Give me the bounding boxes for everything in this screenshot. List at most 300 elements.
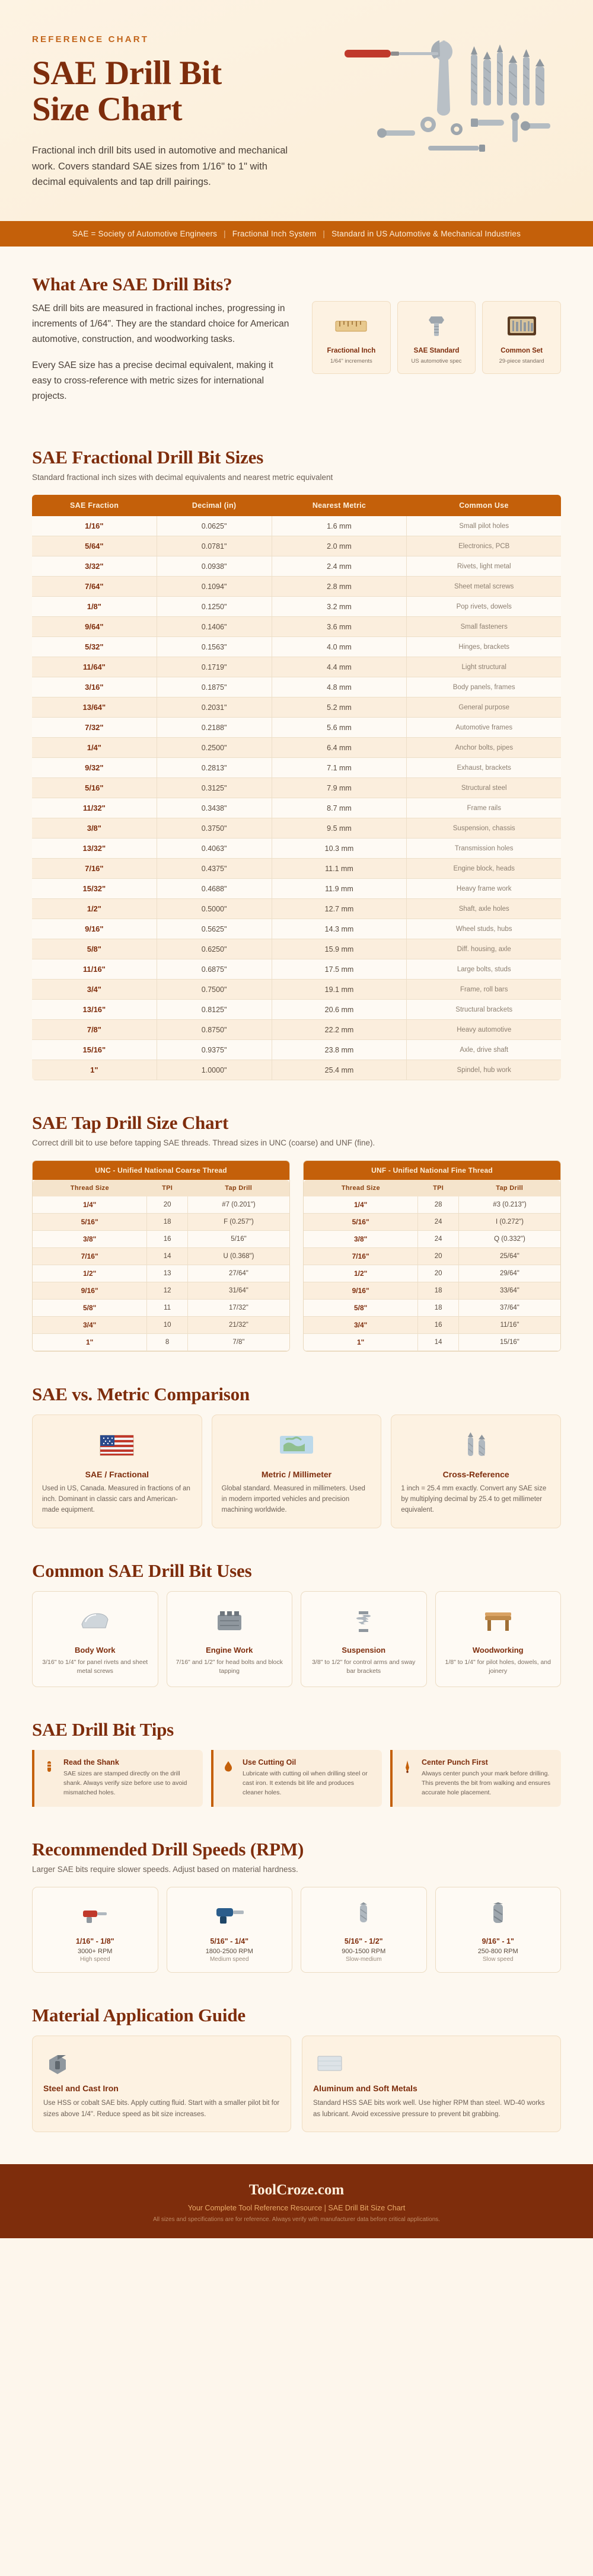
table-cell: 13/16" xyxy=(32,1000,157,1020)
table-row xyxy=(304,1282,560,1300)
table-cell: 1/2" xyxy=(304,1265,418,1282)
footer-tagline: Your Complete Tool Reference Resource | SAE Drill Bit Size Chart xyxy=(187,2204,406,2213)
shank-stamp-icon xyxy=(42,1758,58,1797)
table-cell: General purpose xyxy=(407,697,561,718)
table-cell: 20 xyxy=(418,1248,459,1265)
tap-drill-section xyxy=(0,1085,593,1356)
intro-card-title: SAE Standard xyxy=(413,347,460,355)
table-cell: 4.8 mm xyxy=(272,677,407,697)
table-cell: 14.3 mm xyxy=(272,919,407,939)
banner-item-2: Standard in US Automotive & Mechanical Industries xyxy=(331,229,521,239)
column-header: Tap Drill xyxy=(458,1180,560,1196)
comparison-card-cross-reference xyxy=(391,1415,561,1528)
table-cell: 14 xyxy=(418,1334,459,1351)
material-heading: Material Application Guide xyxy=(32,2005,246,2026)
medium-drill-icon xyxy=(173,1896,286,1932)
aluminum-sheet-icon xyxy=(313,2047,550,2079)
rpm-heading: Recommended Drill Speeds (RPM) xyxy=(32,1839,304,1860)
comparison-card-desc: 1 inch = 25.4 mm exactly. Convert any SAE size by multiplying decimal by 25.4 to get millimeter equivalent. xyxy=(401,1485,547,1513)
material-card-title: Steel and Cast Iron xyxy=(43,2084,119,2094)
table-cell: 5/32" xyxy=(32,637,157,657)
table-cell: Wheel studs, hubs xyxy=(407,919,561,939)
table-cell: 3/4" xyxy=(33,1317,147,1334)
table-cell: 1.0000" xyxy=(157,1060,272,1080)
use-card-woodworking xyxy=(435,1591,562,1687)
table-cell: 7/32" xyxy=(32,718,157,738)
oil-drop-icon xyxy=(221,1758,237,1797)
table-row xyxy=(32,798,561,818)
table-cell: Structural steel xyxy=(407,778,561,798)
xlarge-drill-icon xyxy=(442,1896,555,1932)
table-cell: 5/16" xyxy=(304,1214,418,1231)
engine-block-icon xyxy=(174,1601,285,1640)
table-row xyxy=(32,536,561,556)
table-row xyxy=(33,1196,289,1214)
table-cell: 2.4 mm xyxy=(272,556,407,577)
table-cell: 7/8" xyxy=(187,1334,289,1351)
table-row xyxy=(32,657,561,677)
intro-section xyxy=(0,247,593,420)
table-cell: Body panels, frames xyxy=(407,677,561,697)
table-cell: #3 (0.213") xyxy=(458,1196,560,1214)
table-row xyxy=(32,758,561,778)
table-cell: 27/64" xyxy=(187,1265,289,1282)
table-cell: 25/64" xyxy=(458,1248,560,1265)
rpm-card-value: 250-800 RPM xyxy=(477,1948,518,1956)
banner-item-0: SAE = Society of Automotive Engineers xyxy=(72,229,218,239)
table-cell: Rivets, light metal xyxy=(407,556,561,577)
use-card-desc: 3/16" to 1/4" for panel rivets and sheet metal screws xyxy=(42,1658,148,1675)
unc-caption: UNC - Unified National Coarse Thread xyxy=(33,1161,289,1180)
use-card-suspension xyxy=(301,1591,427,1687)
table-cell: 0.1875" xyxy=(157,677,272,697)
page-subtitle: Fractional inch drill bits used in automotive and mechanical work. Covers standard SAE sizes from 1/16" to 1" with decimal equivalents and tap drill pairings. xyxy=(32,145,288,188)
comparison-card-desc: Global standard. Measured in millimeters. Used in modern imported vehicles and precision machining worldwide. xyxy=(221,1485,365,1513)
table-cell: Electronics, PCB xyxy=(407,536,561,556)
rpm-section xyxy=(0,1812,593,1977)
rpm-card-title: 5/16" - 1/2" xyxy=(344,1937,383,1946)
table-cell: 9/32" xyxy=(32,758,157,778)
intro-card-desc: 1/64" increments xyxy=(330,357,372,364)
use-card-desc: 7/16" and 1/2" for head bolts and block tapping xyxy=(176,1658,283,1675)
footer-disclaimer: All sizes and specifications are for reference. Always verify with manufacturer data before critical applications. xyxy=(152,2216,441,2223)
table-cell: 9.5 mm xyxy=(272,818,407,839)
table-cell: 19.1 mm xyxy=(272,980,407,1000)
table-row xyxy=(32,597,561,617)
tips-heading: SAE Drill Bit Tips xyxy=(32,1719,174,1740)
drill-bits-illustration xyxy=(471,44,544,105)
table-cell: 12 xyxy=(147,1282,188,1300)
table-cell: 4.0 mm xyxy=(272,637,407,657)
table-cell: 11/64" xyxy=(32,657,157,677)
column-header: Decimal (in) xyxy=(157,495,272,516)
table-cell: 5.2 mm xyxy=(272,697,407,718)
table-cell: 9/16" xyxy=(304,1282,418,1300)
table-cell: 1/2" xyxy=(33,1265,147,1282)
table-row xyxy=(32,738,561,758)
table-cell: 0.0938" xyxy=(157,556,272,577)
table-cell: I (0.272") xyxy=(458,1214,560,1231)
page-title-line1: SAE Drill Bit xyxy=(32,55,222,92)
table-cell: 33/64" xyxy=(458,1282,560,1300)
banner-item-1: Fractional Inch System xyxy=(232,229,317,239)
table-cell: 10.3 mm xyxy=(272,839,407,859)
table-cell: 0.1406" xyxy=(157,617,272,637)
table-cell: Transmission holes xyxy=(407,839,561,859)
intro-paragraph-1: Every SAE size has a precise decimal equivalent, making it easy to cross-reference with metric sizes for international projects. xyxy=(32,360,273,402)
table-cell: 0.2500" xyxy=(157,738,272,758)
hardware-parts-illustration xyxy=(377,113,550,152)
table-cell: Structural brackets xyxy=(407,1000,561,1020)
table-cell: 1.6 mm xyxy=(272,516,407,536)
intro-card-fractional-inch xyxy=(312,301,391,374)
table-cell: Anchor bolts, pipes xyxy=(407,738,561,758)
tip-use-cutting-oil xyxy=(211,1750,382,1807)
table-cell: 0.1094" xyxy=(157,577,272,597)
table-cell: 11/16" xyxy=(32,959,157,980)
table-row xyxy=(304,1231,560,1248)
table-cell: Automotive frames xyxy=(407,718,561,738)
table-row xyxy=(304,1196,560,1214)
material-section xyxy=(0,1977,593,2137)
intro-card-desc: 29-piece standard xyxy=(499,357,544,364)
table-cell: 7.1 mm xyxy=(272,758,407,778)
suspension-icon xyxy=(308,1601,419,1640)
table-cell: Diff. housing, axle xyxy=(407,939,561,959)
table-cell: Large bolts, studs xyxy=(407,959,561,980)
table-cell: 31/64" xyxy=(187,1282,289,1300)
rpm-card-value: 900-1500 RPM xyxy=(342,1948,386,1956)
wrench-icon xyxy=(431,40,452,116)
table-cell: Q (0.332") xyxy=(458,1231,560,1248)
use-card-title: Suspension xyxy=(342,1645,386,1655)
column-header: Tap Drill xyxy=(187,1180,289,1196)
table-cell: Sheet metal screws xyxy=(407,577,561,597)
table-cell: 0.8125" xyxy=(157,1000,272,1020)
tap-sub: Correct drill bit to use before tapping SAE threads. Thread sizes in UNC (coarse) and UNF (fine). xyxy=(32,1138,375,1148)
table-cell: 1/8" xyxy=(32,597,157,617)
table-cell: Hinges, brackets xyxy=(407,637,561,657)
table-cell: 7/8" xyxy=(32,1020,157,1040)
page-title xyxy=(32,55,329,127)
table-cell: 11/16" xyxy=(458,1317,560,1334)
table-row xyxy=(32,697,561,718)
table-cell: 24 xyxy=(418,1214,459,1231)
standards-banner xyxy=(0,221,593,247)
unf-thread-table xyxy=(304,1180,560,1351)
table-row xyxy=(32,677,561,697)
table-cell: Heavy automotive xyxy=(407,1020,561,1040)
table-cell: 0.6875" xyxy=(157,959,272,980)
table-cell: 17.5 mm xyxy=(272,959,407,980)
comparison-card-metric xyxy=(212,1415,382,1528)
table-cell: 5/16" xyxy=(187,1231,289,1248)
table-cell: 0.2188" xyxy=(157,718,272,738)
table-row xyxy=(32,556,561,577)
column-header: Thread Size xyxy=(304,1180,418,1196)
table-row xyxy=(32,1000,561,1020)
table-cell: 16 xyxy=(418,1317,459,1334)
bolt-icon xyxy=(403,309,471,343)
table-cell: 2.0 mm xyxy=(272,536,407,556)
table-cell: 5/16" xyxy=(32,778,157,798)
drill-bit-set-icon xyxy=(487,309,556,343)
table-header-row xyxy=(33,1180,289,1196)
table-cell: 3/8" xyxy=(33,1231,147,1248)
table-cell: 15/16" xyxy=(458,1334,560,1351)
table-cell: 0.7500" xyxy=(157,980,272,1000)
table-cell: 5/64" xyxy=(32,536,157,556)
column-header: Nearest Metric xyxy=(272,495,407,516)
intro-cards xyxy=(312,301,561,374)
table-cell: 1" xyxy=(32,1060,157,1080)
table-cell: Axle, drive shaft xyxy=(407,1040,561,1060)
table-row xyxy=(32,818,561,839)
table-row xyxy=(32,1020,561,1040)
material-card-desc: Standard HSS SAE bits work well. Use higher RPM than steel. WD-40 works as lubricant. Avoid excessive pressure to prevent bit grabbing. xyxy=(313,2100,545,2118)
table-cell: 9/64" xyxy=(32,617,157,637)
intro-card-common-set xyxy=(482,301,561,374)
table-cell: 5/8" xyxy=(304,1300,418,1317)
table-cell: 7/16" xyxy=(33,1248,147,1265)
material-card-title: Aluminum and Soft Metals xyxy=(313,2084,417,2094)
tips-section xyxy=(0,1692,593,1812)
table-row xyxy=(32,778,561,798)
table-row xyxy=(32,1060,561,1080)
table-cell: 7/16" xyxy=(304,1248,418,1265)
table-row xyxy=(32,617,561,637)
table-cell: Shaft, axle holes xyxy=(407,899,561,919)
rpm-card-1 xyxy=(167,1887,293,1973)
table-cell: 2.8 mm xyxy=(272,577,407,597)
table-row xyxy=(33,1300,289,1317)
table-cell: 22.2 mm xyxy=(272,1020,407,1040)
table-row xyxy=(32,899,561,919)
material-card-steel xyxy=(32,2036,291,2132)
table-header-row xyxy=(32,495,561,516)
table-cell: 20 xyxy=(147,1196,188,1214)
intro-heading: What Are SAE Drill Bits? xyxy=(32,274,232,295)
table-cell: 3/4" xyxy=(304,1317,418,1334)
fractional-heading: SAE Fractional Drill Bit Sizes xyxy=(32,447,264,468)
comparison-card-title: Cross-Reference xyxy=(442,1470,509,1480)
table-row xyxy=(33,1214,289,1231)
table-cell: F (0.257") xyxy=(187,1214,289,1231)
rpm-card-value: 1800-2500 RPM xyxy=(205,1948,253,1956)
steel-block-icon xyxy=(43,2047,280,2079)
table-cell: 5/16" xyxy=(33,1214,147,1231)
intro-card-sae-standard xyxy=(397,301,476,374)
table-cell: 29/64" xyxy=(458,1265,560,1282)
large-drill-icon xyxy=(307,1896,420,1932)
column-header: Thread Size xyxy=(33,1180,147,1196)
body-panel-icon xyxy=(40,1601,151,1640)
table-row xyxy=(304,1334,560,1351)
tip-title: Center Punch First xyxy=(422,1758,488,1767)
fractional-sizes-section xyxy=(0,420,593,1085)
table-cell: 7/64" xyxy=(32,577,157,597)
table-cell: 1/4" xyxy=(33,1196,147,1214)
tip-title: Read the Shank xyxy=(63,1758,119,1767)
fraction-ruler-icon xyxy=(317,309,385,343)
rpm-card-note: Slow speed xyxy=(482,1956,514,1963)
table-cell: Light structural xyxy=(407,657,561,677)
table-cell: 0.6250" xyxy=(157,939,272,959)
table-cell: 0.0781" xyxy=(157,536,272,556)
use-card-title: Body Work xyxy=(75,1645,116,1655)
table-cell: 18 xyxy=(418,1300,459,1317)
table-row xyxy=(32,516,561,536)
table-cell: 5.6 mm xyxy=(272,718,407,738)
table-cell: 15/32" xyxy=(32,879,157,899)
table-cell: 11 xyxy=(147,1300,188,1317)
table-cell: 0.4688" xyxy=(157,879,272,899)
table-cell: 0.0625" xyxy=(157,516,272,536)
table-cell: 0.4063" xyxy=(157,839,272,859)
rpm-card-note: Slow-medium xyxy=(345,1956,382,1963)
table-cell: 21/32" xyxy=(187,1317,289,1334)
table-row xyxy=(304,1248,560,1265)
table-cell: 13 xyxy=(147,1265,188,1282)
table-cell: 25.4 mm xyxy=(272,1060,407,1080)
tip-read-the-shank xyxy=(32,1750,203,1807)
table-cell: Spindel, hub work xyxy=(407,1060,561,1080)
intro-card-title: Fractional Inch xyxy=(327,347,376,355)
rpm-card-title: 1/16" - 1/8" xyxy=(75,1937,114,1946)
table-cell: 10 xyxy=(147,1317,188,1334)
table-row xyxy=(33,1334,289,1351)
rpm-card-note: Medium speed xyxy=(209,1956,249,1963)
table-cell: Small pilot holes xyxy=(407,516,561,536)
tip-title: Use Cutting Oil xyxy=(243,1758,296,1767)
table-cell: 9/16" xyxy=(33,1282,147,1300)
table-cell: 0.1719" xyxy=(157,657,272,677)
use-card-title: Woodworking xyxy=(472,1645,524,1655)
rpm-card-2 xyxy=(301,1887,427,1973)
table-row xyxy=(32,839,561,859)
table-cell: 4.4 mm xyxy=(272,657,407,677)
table-row xyxy=(33,1231,289,1248)
table-cell: 0.3750" xyxy=(157,818,272,839)
table-cell: 0.2031" xyxy=(157,697,272,718)
table-row xyxy=(32,980,561,1000)
table-cell: 16 xyxy=(147,1231,188,1248)
table-cell: Engine block, heads xyxy=(407,859,561,879)
table-header-row xyxy=(304,1180,560,1196)
tap-heading: SAE Tap Drill Size Chart xyxy=(32,1112,229,1134)
table-cell: 5/8" xyxy=(33,1300,147,1317)
banner-separator: | xyxy=(224,229,226,239)
table-cell: 18 xyxy=(418,1282,459,1300)
rpm-card-note: High speed xyxy=(79,1956,110,1963)
intro-card-desc: US automotive spec xyxy=(411,357,462,364)
table-cell: 0.8750" xyxy=(157,1020,272,1040)
table-cell: 5/8" xyxy=(32,939,157,959)
table-cell: 17/32" xyxy=(187,1300,289,1317)
table-row xyxy=(304,1300,560,1317)
rpm-card-3 xyxy=(435,1887,562,1973)
unf-caption: UNF - Unified National Fine Thread xyxy=(304,1161,560,1180)
use-card-desc: 1/8" to 1/4" for pilot holes, dowels, and joinery xyxy=(445,1658,551,1675)
table-cell: Pop rivets, dowels xyxy=(407,597,561,617)
rpm-card-0 xyxy=(32,1887,158,1973)
table-row xyxy=(32,919,561,939)
table-row xyxy=(32,1040,561,1060)
intro-card-title: Common Set xyxy=(500,347,543,355)
table-cell: 3/16" xyxy=(32,677,157,697)
table-cell: 13/32" xyxy=(32,839,157,859)
table-cell: 0.9375" xyxy=(157,1040,272,1060)
table-row xyxy=(32,577,561,597)
table-cell: 9/16" xyxy=(32,919,157,939)
table-cell: 0.1563" xyxy=(157,637,272,657)
table-cell: 8.7 mm xyxy=(272,798,407,818)
table-row xyxy=(32,959,561,980)
table-cell: Frame rails xyxy=(407,798,561,818)
table-cell: 0.3438" xyxy=(157,798,272,818)
table-cell: 0.5000" xyxy=(157,899,272,919)
footer-brand: ToolCroze.com xyxy=(248,2182,345,2199)
table-row xyxy=(33,1248,289,1265)
table-cell: 28 xyxy=(418,1196,459,1214)
tip-center-punch-first xyxy=(390,1750,561,1807)
table-cell: 0.5625" xyxy=(157,919,272,939)
banner-separator: | xyxy=(323,229,326,239)
tip-desc: Always center punch your mark before drilling. This prevents the bit from walking and ensures accurate hole placement. xyxy=(422,1770,551,1796)
eyebrow-label: REFERENCE CHART xyxy=(32,34,149,44)
table-cell: 1" xyxy=(33,1334,147,1351)
intro-paragraph-0: SAE drill bits are measured in fractional inches, progressing in increments of 1/64". They are the standard choice for American automotive, construction, and woodworking tasks. xyxy=(32,303,289,345)
table-cell: 13/64" xyxy=(32,697,157,718)
tip-desc: Lubricate with cutting oil when drilling steel or cast iron. It extends bit life and produces cleaner holes. xyxy=(243,1770,368,1796)
tip-desc: SAE sizes are stamped directly on the drill shank. Always verify size before use to avoid mismatched holes. xyxy=(63,1770,187,1796)
use-card-desc: 3/8" to 1/2" for control arms and sway bar brackets xyxy=(312,1658,416,1675)
table-row xyxy=(33,1317,289,1334)
use-card-engine-work xyxy=(167,1591,293,1687)
unc-thread-table xyxy=(33,1180,289,1351)
table-cell: 7.9 mm xyxy=(272,778,407,798)
table-cell: 3/8" xyxy=(304,1231,418,1248)
table-cell: Small fasteners xyxy=(407,617,561,637)
table-row xyxy=(33,1265,289,1282)
table-row xyxy=(32,718,561,738)
table-cell: 6.4 mm xyxy=(272,738,407,758)
table-row xyxy=(304,1265,560,1282)
table-cell: 24 xyxy=(418,1231,459,1248)
column-header: TPI xyxy=(147,1180,188,1196)
uses-section xyxy=(0,1533,593,1692)
table-cell: 11.1 mm xyxy=(272,859,407,879)
center-punch-icon xyxy=(400,1758,416,1797)
table-cell: 14 xyxy=(147,1248,188,1265)
column-header: Common Use xyxy=(407,495,561,516)
woodworking-icon xyxy=(443,1601,554,1640)
fractional-sub: Standard fractional inch sizes with decimal equivalents and nearest metric equivalent xyxy=(32,473,333,482)
table-cell: 11.9 mm xyxy=(272,879,407,899)
material-card-aluminum xyxy=(302,2036,561,2132)
rpm-card-title: 5/16" - 1/4" xyxy=(210,1937,249,1946)
table-cell: 1/4" xyxy=(32,738,157,758)
table-row xyxy=(33,1282,289,1300)
comparison-card-title: Metric / Millimeter xyxy=(261,1470,332,1480)
table-cell: 18 xyxy=(147,1214,188,1231)
table-cell: 7/16" xyxy=(32,859,157,879)
comparison-card-desc: Used in US, Canada. Measured in fractions of an inch. Dominant in classic cars and American-made equipment. xyxy=(42,1485,190,1513)
table-cell: Suspension, chassis xyxy=(407,818,561,839)
page-title-line2: Size Chart xyxy=(32,90,183,128)
table-cell: 0.4375" xyxy=(157,859,272,879)
table-cell: 11/32" xyxy=(32,798,157,818)
